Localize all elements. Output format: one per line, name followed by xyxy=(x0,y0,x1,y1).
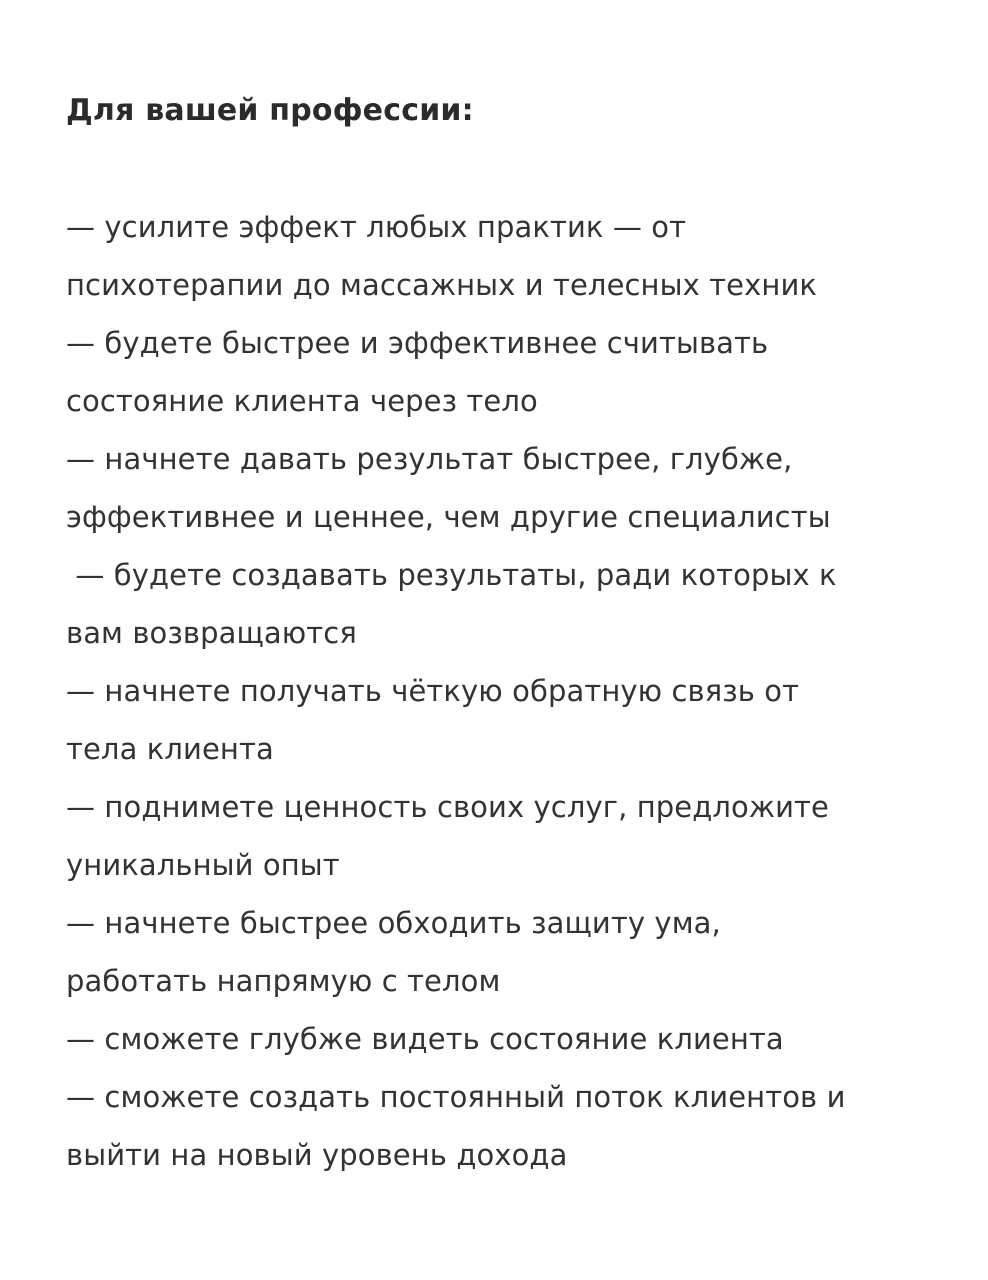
page-heading: Для вашей профессии: xyxy=(66,93,474,128)
benefit-line: — будете создавать результаты, ради которых к xyxy=(66,558,837,592)
benefit-line: — начнете давать результат быстрее, глубже, xyxy=(66,442,793,476)
benefit-line: психотерапии до массажных и телесных техник xyxy=(66,268,818,302)
benefit-line: — начнете получать чёткую обратную связь от xyxy=(66,674,800,708)
benefit-line: тела клиента xyxy=(66,732,274,766)
benefit-line: — сможете создать постоянный поток клиентов и xyxy=(66,1080,846,1114)
benefit-line: — начнете быстрее обходить защиту ума, xyxy=(66,906,721,940)
benefit-line: выйти на новый уровень дохода xyxy=(66,1138,568,1172)
benefit-line: состояние клиента через тело xyxy=(66,384,538,418)
benefit-line: — сможете глубже видеть состояние клиента xyxy=(66,1022,784,1056)
benefit-line: работать напрямую с телом xyxy=(66,964,501,998)
benefit-line: — поднимете ценность своих услуг, предложите xyxy=(66,790,829,824)
benefit-line: — усилите эффект любых практик — от xyxy=(66,210,687,244)
benefit-line: — будете быстрее и эффективнее считывать xyxy=(66,326,769,360)
benefits-list xyxy=(66,198,946,1184)
document-page xyxy=(66,82,946,1184)
benefit-line: уникальный опыт xyxy=(66,848,340,882)
benefit-line: вам возвращаются xyxy=(66,616,357,650)
benefit-line: эффективнее и ценнее, чем другие специалисты xyxy=(66,500,831,534)
spacer xyxy=(66,140,946,198)
